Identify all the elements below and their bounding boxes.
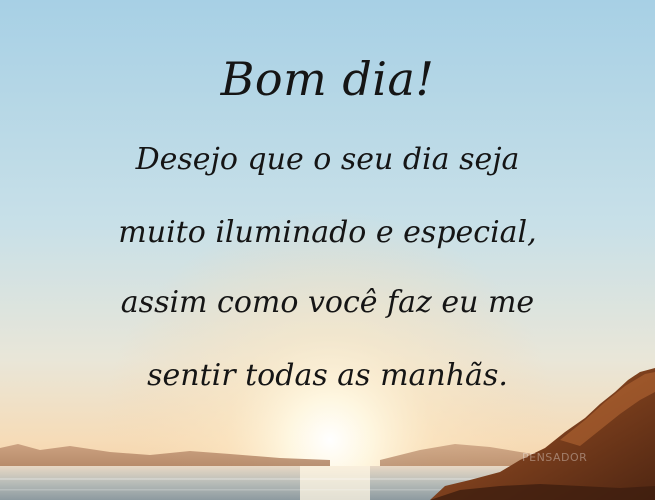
pensador-watermark: PENSADOR: [522, 451, 588, 464]
message-line-1: Desejo que o seu dia seja: [135, 142, 520, 177]
message-line-4: sentir todas as manhãs.: [147, 358, 508, 393]
sun-reflection: [300, 466, 370, 500]
message-line-3: assim como você faz eu me: [120, 285, 535, 320]
greeting-title: Bom dia!: [220, 52, 435, 106]
message-line-2: muito iluminado e especial,: [118, 215, 537, 250]
